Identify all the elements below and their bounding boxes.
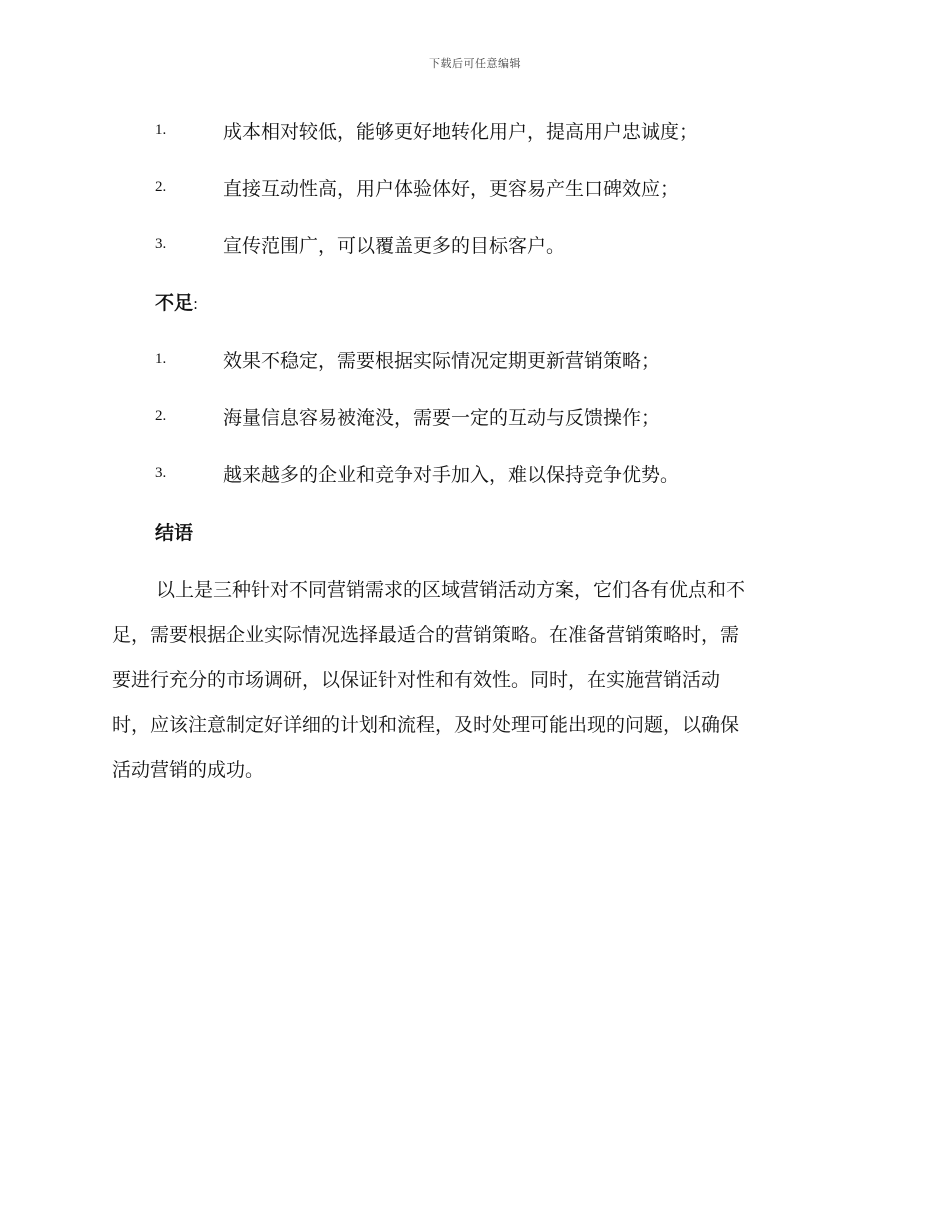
heading-colon: : — [193, 295, 199, 313]
list-number: 3. — [155, 235, 167, 252]
list-number: 2. — [155, 407, 167, 424]
shortcomings-heading — [155, 288, 198, 315]
shortcoming-item-1 — [155, 344, 855, 374]
list-text: 宣传范围广，可以覆盖更多的目标客户。 — [223, 234, 566, 257]
header-note: 下载后可任意编辑 — [429, 57, 521, 70]
list-number: 2. — [155, 178, 167, 195]
shortcomings-heading-text: 不足 — [155, 292, 194, 314]
paragraph-line: 活动营销的成功。 — [112, 759, 265, 781]
list-number: 1. — [155, 350, 167, 367]
shortcoming-item-2 — [155, 401, 855, 431]
conclusion-paragraph — [112, 568, 832, 793]
paragraph-line: 时，应该注意制定好详细的计划和流程，及时处理可能出现的问题，以确保 — [112, 714, 740, 736]
list-text: 海量信息容易被淹没，需要一定的互动与反馈操作； — [223, 406, 661, 429]
list-number: 1. — [155, 121, 167, 138]
advantage-item-2 — [155, 172, 855, 202]
list-number: 3. — [155, 464, 167, 481]
paragraph-line: 要进行充分的市场调研，以保证针对性和有效性。同时，在实施营销活动 — [112, 669, 721, 691]
list-text: 成本相对较低，能够更好地转化用户，提高用户忠诚度； — [223, 120, 699, 143]
list-text: 越来越多的企业和竞争对手加入，难以保持竞争优势。 — [223, 463, 680, 486]
advantage-item-1 — [155, 115, 855, 145]
paragraph-line: 以上是三种针对不同营销需求的区域营销活动方案，它们各有优点和不 — [156, 579, 746, 601]
paragraph-line: 足，需要根据企业实际情况选择最适合的营销策略。在准备营销策略时，需 — [112, 624, 740, 646]
list-text: 效果不稳定，需要根据实际情况定期更新营销策略； — [223, 349, 661, 372]
shortcoming-item-3 — [155, 458, 855, 488]
advantage-item-3 — [155, 229, 855, 259]
conclusion-heading: 结语 — [155, 522, 194, 544]
list-text: 直接互动性高，用户体验体好，更容易产生口碑效应； — [223, 177, 680, 200]
